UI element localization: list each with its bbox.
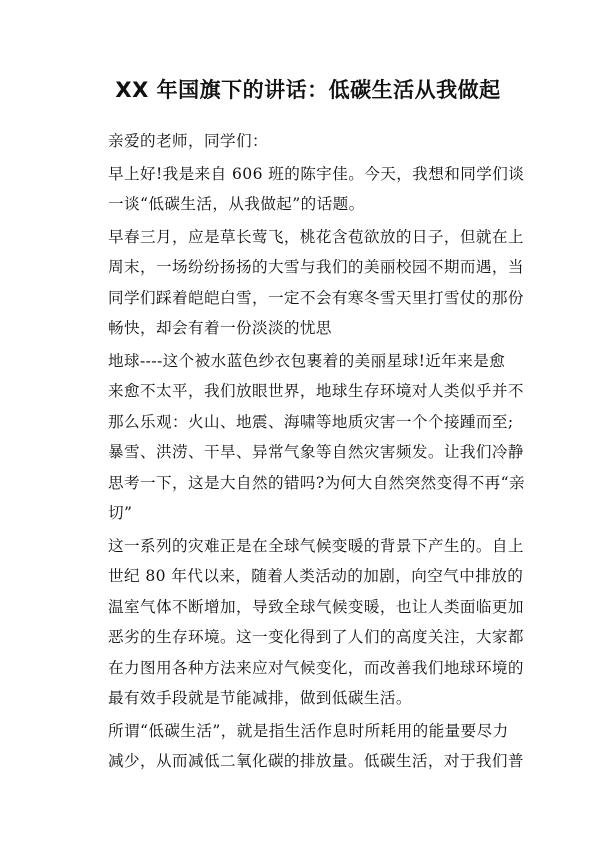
text-line: 那么乐观：火山、地震、海啸等地质灾害一个个接踵而至;: [108, 412, 514, 431]
text-line: 畅快，却会有着一份淡淡的忧思: [108, 319, 332, 337]
paragraph: [108, 222, 524, 344]
text-line: 在力图用各种方法来应对气候变化，而改善我们地球环境的: [108, 658, 524, 677]
text-line: 同学们踩着皑皑白雪，一定不会有寒冬雪天里打雪仗的那份: [108, 288, 524, 307]
text-line: 所谓“低碳生活”，就是指生活作息时所耗用的能量要尽力: [108, 721, 509, 740]
paragraph: [108, 531, 524, 714]
text-line: 恶劣的生存环境。这一变化得到了人们的高度关注，大家都: [108, 628, 524, 646]
paragraph: [108, 346, 525, 529]
text-line: 切”: [108, 504, 133, 522]
text-line: 思考一下，这是大自然的错吗?为何大自然突然变得不再“亲: [108, 473, 525, 492]
text-line: 最有效手段就是节能减排，做到低碳生活。: [108, 689, 412, 707]
text-line: 周末，一场纷纷扬扬的大雪与我们的美丽校园不期而遇，当: [108, 258, 524, 276]
text-line: 来愈不太平，我们放眼世界，地球生存环境对人类似乎并不: [108, 382, 524, 400]
paragraph: [108, 126, 508, 157]
paragraph: [108, 159, 525, 220]
document-body: [108, 126, 525, 777]
text-line: 这一系列的灾难正是在全球气候变暖的背景下产生的。自上: [108, 536, 524, 555]
paragraph: [108, 716, 524, 777]
text-line: 世纪 80 年代以来，随着人类活动的加剧，向空气中排放的: [108, 567, 524, 585]
text-line: 减少，从而减低二氧化碳的排放量。低碳生活，对于我们普: [108, 752, 524, 770]
text-line: 地球----这个被水蓝色纱衣包裹着的美丽星球!近年来是愈: [108, 351, 506, 370]
text-line: 早春三月，应是草长莺飞，桃花含苞欲放的日子，但就在上: [108, 227, 524, 246]
text-line: 早上好!我是来自 606 班的陈宇佳。今天，我想和同学们谈: [108, 164, 525, 183]
text-line: 亲爱的老师，同学们：: [108, 132, 268, 150]
document-title: XX 年国旗下的讲话：低碳生活从我做起: [115, 78, 501, 102]
text-line: 温室气体不断增加，导致全球气候变暖，也让人类面临更加: [108, 597, 524, 616]
text-line: 一谈“低碳生活，从我做起”的话题。: [108, 195, 365, 213]
text-line: 暴雪、洪涝、干旱、异常气象等自然灾害频发。让我们冷静: [108, 443, 524, 461]
